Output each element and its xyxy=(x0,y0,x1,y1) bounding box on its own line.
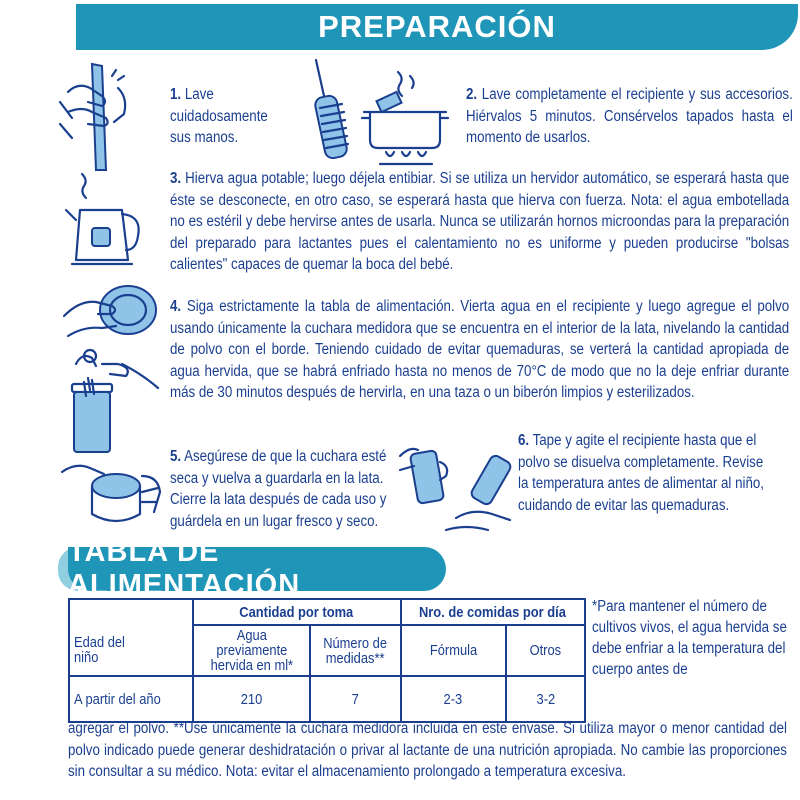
step-1 xyxy=(170,84,282,149)
storing-can-icon xyxy=(58,452,168,532)
feeding-table xyxy=(68,598,586,723)
step-6-number: 6. xyxy=(518,432,530,449)
col-age: Edad del niño xyxy=(69,625,193,676)
row-water: 210 xyxy=(193,676,311,722)
row-age: A partir del año xyxy=(69,676,193,722)
side-note: *Para mantener el número de cultivos vivos, el agua hervida se debe enfriar a la temperatura del cuerpo antes de xyxy=(592,598,787,678)
table-header-row xyxy=(69,625,585,676)
shaking-bottle-icon xyxy=(396,440,526,540)
col-measures: Número de medidas** xyxy=(310,625,400,676)
step-3-number: 3. xyxy=(170,170,182,187)
table-empty-cell xyxy=(69,599,193,625)
bottle-brush-icon xyxy=(306,56,362,166)
col-formula: Fórmula xyxy=(401,625,506,676)
row-measures: 7 xyxy=(310,676,400,722)
row-others: 3-2 xyxy=(506,676,585,722)
col-others: Otros xyxy=(506,625,585,676)
hand-washing-icon xyxy=(58,62,138,172)
step-5-number: 5. xyxy=(170,448,182,465)
preparation-header xyxy=(76,4,798,50)
feeding-table-title: TABLA DE ALIMENTACIÓN xyxy=(68,536,301,601)
step-6 xyxy=(518,430,767,516)
step-3-text: Hierva agua potable; luego déjela entibiar. Si se utiliza un hervidor automático, se esperará hasta que éste se desconecte, en otro caso, se esperará hasta que hierva con fuerza. Nota: el agua embotellada no es estéril y debe hervirse antes de usarla. Nunca se utilizarán hornos microondas para la preparación del preparado para lactantes pues el calentamiento no es uniforme y pueden producirse "bolsas calientes" capaces de quemar la boca del bebé. xyxy=(170,170,790,273)
step-1-number: 1. xyxy=(170,86,182,103)
group-quantity: Cantidad por toma xyxy=(193,599,401,625)
boiling-pot-icon xyxy=(360,68,450,168)
step-5 xyxy=(170,446,404,532)
group-meals: Nro. de comidas por día xyxy=(401,599,585,625)
row-formula: 2-3 xyxy=(401,676,506,722)
step-1-text: Lave cuidadosamente sus manos. xyxy=(170,86,268,146)
step-2-number: 2. xyxy=(466,86,478,103)
step-4 xyxy=(170,296,789,404)
step-5-text: Asegúrese de que la cuchara esté seca y vuelva a guardarla en la lata. Cierre la lata después de cada uso y guárdela en un lugar fresco y seco. xyxy=(170,448,387,530)
step-2-text: Lave completamente el recipiente y sus accesorios. Hiérvalos 5 minutos. Consérvelos tapados hasta el momento de usarlos. xyxy=(466,86,793,146)
kettle-icon xyxy=(62,170,152,270)
table-group-row xyxy=(69,599,585,625)
footer-note: agregar el polvo. **Use únicamente la cuchara medidora incluida en este envase. Si utiliza mayor o menor cantidad del polvo indicado puede generar deshidratación o privar al lactante de una nutrición apropiada. No cambie las proporciones sin consultar a su médico. Nota: evitar el almacenamiento prolongado a temperatura excesiva. xyxy=(68,720,787,780)
adding-powder-icon xyxy=(62,344,172,454)
preparation-title: PREPARACIÓN xyxy=(318,9,556,44)
feeding-table-header xyxy=(68,536,446,601)
step-4-text: Siga estrictamente la tabla de alimentación. Vierta agua en el recipiente y luego agregue el polvo usando únicamente la cuchara medidora que se encuentra en el interior de la lata, nivelando la cantidad de polvo con el borde. Teniendo cuidado de evitar quemaduras, se verterá la cantidad apropiada de agua hervida, que se habrá enfriado hasta no menos de 70°C de modo que no la deje enfriar durante más de 30 minutos después de hervirla, en una taza o un biberón limpios y esterilizados. xyxy=(170,298,790,401)
opening-can-icon xyxy=(62,276,162,344)
step-3 xyxy=(170,168,789,276)
step-6-text: Tape y agite el recipiente hasta que el polvo se disuelva completamente. Revise la temperatura antes de alimentar al niño, cuidando de evitar las quemaduras. xyxy=(518,432,765,514)
table-row xyxy=(69,676,585,722)
step-2 xyxy=(466,84,793,149)
col-water: Agua previamente hervida en ml* xyxy=(193,625,311,676)
step-4-number: 4. xyxy=(170,298,182,315)
